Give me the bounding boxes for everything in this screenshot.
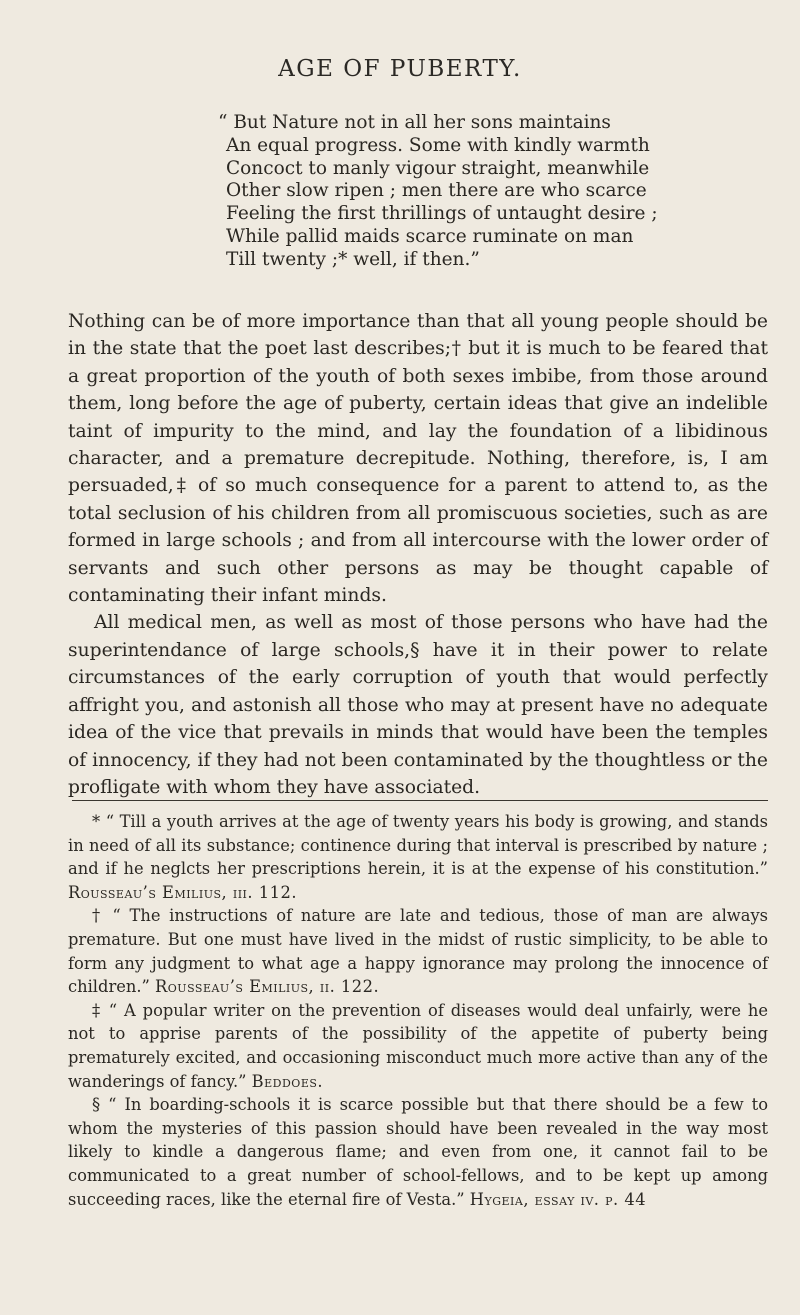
footnote: [68, 904, 768, 998]
footnote-source: Beddoes.: [251, 1071, 324, 1091]
paragraph: Nothing can be of more importance than that all young people should be in the state that the poet last describes;† but it is much to be feared that a great proportion of the youth of both sexes imbibe, from those around them, long before the age of puberty, certain ideas that give an indelible taint of impurity to the mind, and lay the foundation of a libidinous character, and a premature decrepitude. Nothing, therefore, is, I am persuaded,‡ of so much consequence for a parent to attend to, as the total seclusion of his children from all promiscuous societies, such as are formed in large schools ; and from all intercourse with the lower order of servants and such other persons as may be thought capable of contaminating their infant minds.: [68, 311, 768, 607]
footnote: [68, 999, 768, 1093]
verse-line: “ But Nature not in all her sons maintains: [218, 112, 611, 133]
footnote: [68, 1093, 768, 1211]
verse-line: Till twenty ;* well, if then.”: [226, 248, 480, 270]
running-head: AGE OF PUBERTY.: [278, 56, 522, 82]
footnote-source: Rousseau’s Emilius, ii. 122.: [155, 977, 380, 997]
footnote-text: † “ The instructions of nature are late and tedious, those of man are always premature. But one must have lived in the midst of rustic simplicity, to be able to form any judgment to what age a happy ignorance may prolong the innocence of children.”: [68, 906, 768, 997]
verse-quotation: [218, 112, 738, 272]
footnote-divider: [72, 800, 768, 801]
footnote-source: Rousseau’s Emilius, iii. 112.: [68, 882, 297, 902]
footnote: [68, 810, 768, 904]
footnote-text: ‡ “ A popular writer on the prevention of diseases would deal unfairly, were he not to apprise parents of the possibility of the appetite of puberty being prematurely excited, and occasioning misconduct much more active than any of the wanderings of fancy.”: [68, 1000, 768, 1091]
body-text: [68, 308, 768, 801]
verse-line: An equal progress. Some with kindly warmth: [226, 134, 650, 156]
footnote-text: * “ Till a youth arrives at the age of twenty years his body is growing, and stands in need of all its substance; continence during that interval is prescribed by nature ; and if he neglcts her prescriptions herein, it is at the expense of his constitution.”: [68, 812, 768, 879]
verse-line: Other slow ripen ; men there are who scarce: [226, 180, 647, 202]
verse-line: Concoct to manly vigour straight, meanwhile: [226, 157, 650, 179]
verse-line: Feeling the first thrillings of untaught desire ;: [226, 203, 658, 225]
footnote-text: § “ In boarding-schools it is scarce possible but that there should be a few to whom the mysteries of this passion should have been revealed in the way most likely to kindle a dangerous flame; and even from one, it cannot fail to be communicated to a great number of school-fellows, and to be kept up among succeeding races, like the eternal fire of Vesta.”: [68, 1095, 768, 1209]
verse-line: While pallid maids scarce ruminate on man: [226, 225, 634, 247]
paragraph: All medical men, as well as most of those persons who have had the superintendance of large schools,§ have it in their power to relate circumstances of the early corruption of youth that would perfectly affright you, and astonish all those who may at present have no adequate idea of the vice that prevails in minds that would have been the temples of innocency, if they had not been contaminated by the thoughtless or the profligate with whom they have associated.: [68, 612, 768, 798]
footnote-source: Hygeia, essay iv. p. 44: [469, 1189, 647, 1209]
footnotes: [68, 810, 768, 1211]
